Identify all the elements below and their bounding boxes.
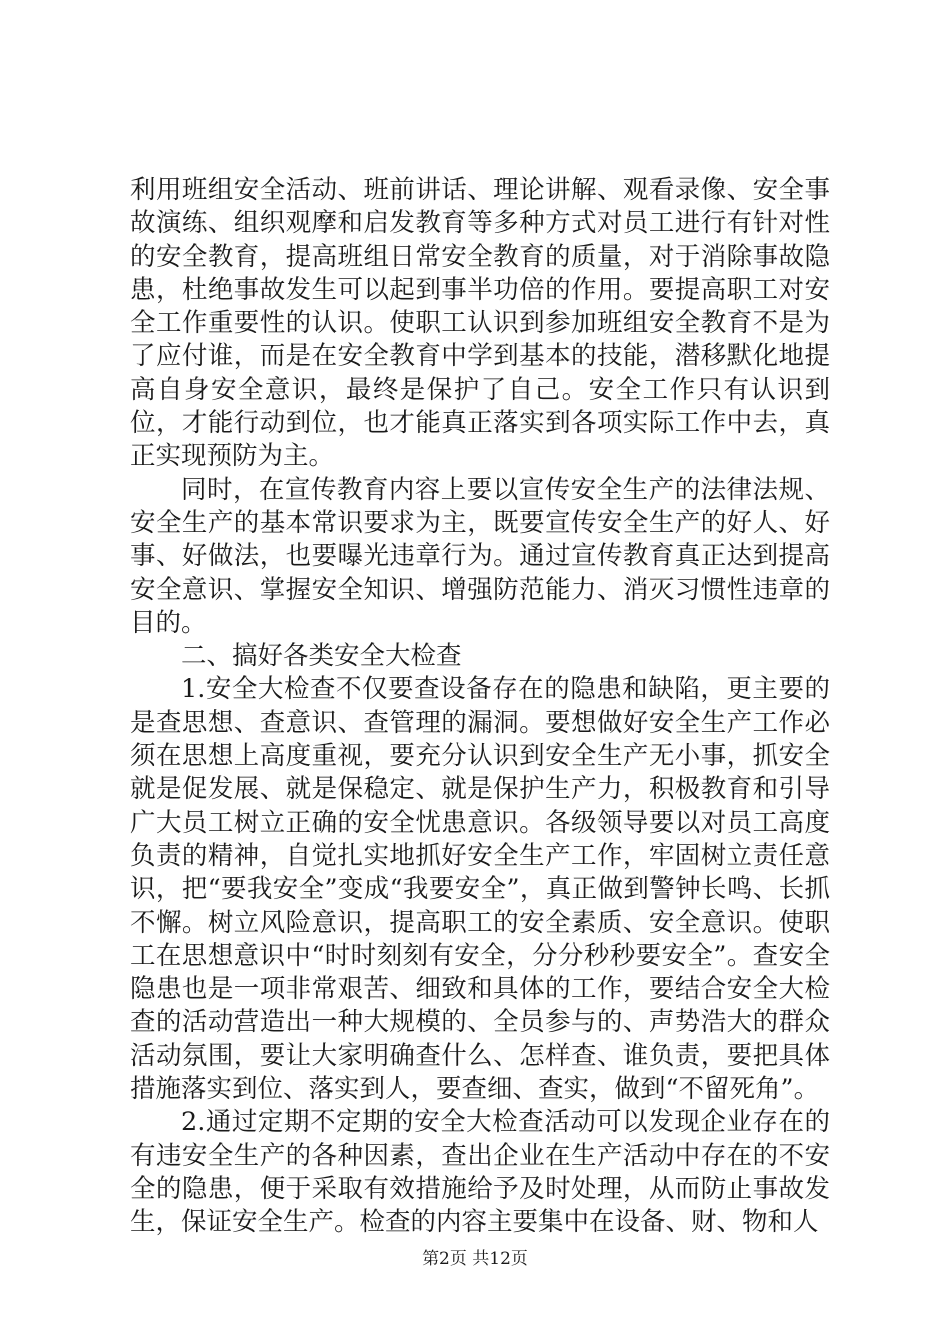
paragraph: 2.通过定期不定期的安全大检查活动可以发现企业存在的有违安全生产的各种因素，查出企业在生产活动中存在的不安全的隐患，便于采取有效措施给予及时处理，从而防止事故发生，保证安全生产。检查的内容主要集中在设备、财、物和人 xyxy=(130,1107,830,1238)
paragraph: 同时，在宣传教育内容上要以宣传安全生产的法律法规、安全生产的基本常识要求为主，既要宣传安全生产的好人、好事、好做法，也要曝光违章行为。通过宣传教育真正达到提高安全意识、掌握安全知识、增强防范能力、消灭习惯性违章的目的。 xyxy=(130,474,830,638)
paragraph: 1.安全大检查不仅要查设备存在的隐患和缺陷，更主要的是查思想、查意识、查管理的漏洞。要想做好安全生产工作必须在思想上高度重视，要充分认识到安全生产无小事，抓安全就是促发展、就是保稳定、就是保护生产力，积极教育和引导广大员工树立正确的安全忧患意识。各级领导要以对员工高度负责的精神，自觉扎实地抓好安全生产工作，牢固树立责任意识，把“要我安全”变成“我要安全”，真正做到警钟长鸣、长抓不懈。树立风险意识，提高职工的安全素质、安全意识。使职工在思想意识中“时时刻刻有安全，分分秒秒要安全”。查安全隐患也是一项非常艰苦、细致和具体的工作，要结合安全大检查的活动营造出一种大规模的、全员参与的、声势浩大的群众活动氛围，要让大家明确查什么、怎样查、谁负责，要把具体措施落实到位、落实到人，要查细、查实，做到“不留死角”。 xyxy=(130,674,830,1105)
section-heading: 二、搞好各类安全大检查 xyxy=(181,641,462,672)
paragraph: 利用班组安全活动、班前讲话、理论讲解、观看录像、安全事故演练、组织观摩和启发教育等多种方式对员工进行有针对性的安全教育，提高班组日常安全教育的质量，对于消除事故隐患，杜绝事故发生可以起到事半功倍的作用。要提高职工对安全工作重要性的认识。使职工认识到参加班组安全教育不是为了应付谁，而是在安全教育中学到基本的技能，潜移默化地提高自身安全意识，最终是保护了自己。安全工作只有认识到位，才能行动到位，也才能真正落实到各项实际工作中去，真正实现预防为主。 xyxy=(130,175,830,472)
document-body xyxy=(130,174,830,1240)
page-number-footer: 第2页 共12页 xyxy=(422,1249,528,1269)
